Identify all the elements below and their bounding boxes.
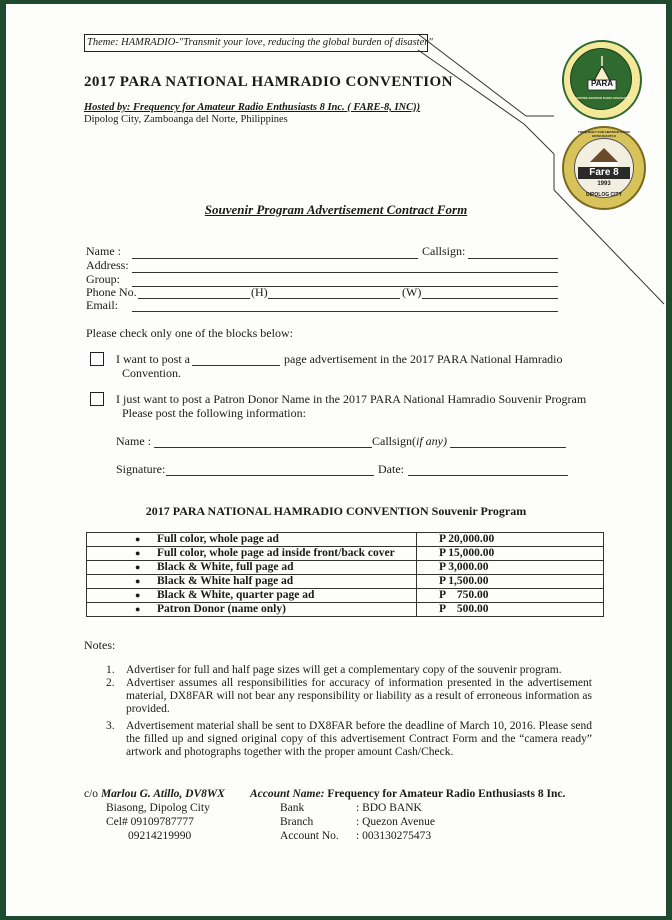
account-no-label: Account No. [280, 830, 339, 842]
price-value: P 3,000.00 [417, 561, 604, 575]
note-number: 3. [106, 720, 115, 732]
phone-extra-field[interactable] [422, 298, 558, 299]
price-item-label: Black & White, quarter page ad [157, 589, 315, 601]
signature-label: Signature: [116, 462, 166, 476]
fare8-logo-ring-text: FREQUENCY FOR AMATEUR RADIO ENTHUSIASTS 8 [578, 130, 630, 138]
price-value: P 1,500.00 [417, 575, 604, 589]
fare8-logo-center-text: Fare 8 [578, 167, 630, 179]
address-field[interactable] [132, 272, 558, 273]
callsign-field[interactable] [468, 258, 558, 259]
date-field[interactable] [408, 475, 568, 476]
note-item [106, 677, 592, 717]
price-item [87, 575, 417, 589]
patron-callsign-label [372, 434, 447, 449]
check-instruction: Please check only one of the blocks below: [86, 326, 293, 340]
group-label: Group: [86, 272, 120, 286]
price-table [86, 532, 604, 617]
phone-home-label: (H) [251, 285, 268, 299]
note-number: 1. [106, 664, 115, 676]
price-row [87, 547, 604, 561]
contact-line [84, 788, 225, 800]
patron-name-label: Name : [116, 434, 151, 448]
price-row [87, 575, 604, 589]
page-ad-checkbox[interactable] [90, 352, 104, 366]
price-item-label: Black & White, full page ad [157, 561, 294, 573]
bank-value: : BDO BANK [356, 802, 422, 814]
phone-work-label: (W) [402, 285, 422, 299]
account-name: Frequency for Amateur Radio Enthusiasts 8 Inc. [327, 788, 566, 800]
price-item-label: Full color, whole page ad inside front/back cover [157, 547, 395, 559]
option1-prefix: I want to post a [116, 352, 190, 366]
program-title: 2017 PARA NATIONAL HAMRADIO CONVENTION Souvenir Program [145, 504, 527, 518]
price-item [87, 603, 417, 617]
phone-home-field[interactable] [138, 298, 250, 299]
notes-label: Notes: [84, 638, 116, 652]
contact-cel-2: 09214219990 [128, 830, 192, 842]
patron-name-field[interactable] [154, 447, 372, 448]
co-prefix: c/o [84, 788, 99, 800]
bullet-icon: ● [135, 590, 141, 600]
bullet-icon: ● [135, 548, 141, 558]
option2-line1: I just want to post a Patron Donor Name in the 2017 PARA National Hamradio Souvenir Program [116, 392, 587, 406]
contact-location: Biasong, Dipolog City [106, 802, 210, 814]
email-field[interactable] [132, 311, 558, 312]
note-item [106, 664, 592, 677]
phone-label: Phone No. [86, 285, 137, 299]
callsign-label: Callsign: [422, 244, 466, 258]
ad-size-field[interactable] [192, 365, 280, 366]
bullet-icon: ● [135, 576, 141, 586]
note-text: Advertisement material shall be sent to DX8FAR before the deadline of March 10, 2016. Please send the filled up and signed original copy of this advertisement Contract Form and the “camera ready” artwork and photographs together with the proper amount Cash/Check. [126, 720, 592, 758]
account-name-line [250, 788, 565, 800]
name-label: Name : [86, 244, 121, 258]
hosted-by: Hosted by: Frequency for Amateur Radio Enthusiasts 8 Inc. ( FARE-8, INC)) [84, 102, 421, 113]
para-logo [562, 40, 642, 120]
price-row [87, 603, 604, 617]
para-logo-center-text: PARA [590, 79, 614, 88]
address-label: Address: [86, 258, 129, 272]
price-item-label: Black & White half page ad [157, 575, 294, 587]
contact-cel: Cel# 09109787777 [106, 816, 194, 828]
bullet-icon: ● [135, 562, 141, 572]
fare8-logo-city: DIPOLOG CITY [586, 192, 622, 198]
host-address: Dipolog City, Zamboanga del Norte, Philippines [84, 114, 288, 125]
contract-form-page [6, 4, 666, 916]
patron-donor-checkbox[interactable] [90, 392, 104, 406]
price-item [87, 589, 417, 603]
group-field[interactable] [132, 286, 558, 287]
account-no-value: : 003130275473 [356, 830, 432, 842]
note-text: Advertiser for full and half page sizes will get a complementary copy of the souvenir program. [126, 664, 562, 676]
option2-line2: Please post the following information: [122, 406, 306, 420]
price-item [87, 547, 417, 561]
note-number: 2. [106, 677, 115, 689]
account-name-label: Account Name: [250, 788, 325, 800]
note-text: Advertiser assumes all responsibilities for accuracy of information presented in the advertisement material, DX8FAR will not bear any responsibility or liability as a result of erroneous information as provided. [126, 677, 592, 715]
patron-callsign-text: Callsign( [372, 434, 416, 448]
contact-name: Marlou G. Atillo, DV8WX [100, 788, 225, 800]
fare8-logo-year: 1993 [597, 181, 611, 187]
option1-line2: Convention. [122, 366, 181, 380]
email-label: Email: [86, 298, 118, 312]
price-item [87, 561, 417, 575]
patron-callsign-note: if any) [416, 434, 447, 448]
price-value: P 500.00 [417, 603, 604, 617]
patron-callsign-field[interactable] [450, 447, 566, 448]
bullet-icon: ● [135, 534, 141, 544]
price-item-label: Patron Donor (name only) [157, 603, 286, 615]
para-logo-ring-text: PHILIPPINE AMATEUR RADIO ASSOCIATION [572, 96, 632, 100]
price-row [87, 589, 604, 603]
price-value: P 15,000.00 [417, 547, 604, 561]
bullet-icon: ● [135, 604, 141, 614]
signature-field[interactable] [166, 475, 374, 476]
branch-label: Branch [280, 816, 314, 828]
fare8-logo [562, 126, 646, 210]
option1-suffix: page advertisement in the 2017 PARA National Hamradio [284, 352, 563, 366]
convention-title: 2017 PARA NATIONAL HAMRADIO CONVENTION [84, 74, 453, 90]
form-title: Souvenir Program Advertisement Contract Form [204, 202, 468, 217]
price-item-label: Full color, whole page ad [157, 533, 279, 545]
bank-label: Bank [280, 802, 305, 814]
price-row [87, 533, 604, 547]
price-row [87, 561, 604, 575]
price-value: P 20,000.00 [417, 533, 604, 547]
date-label: Date: [378, 462, 404, 476]
name-field[interactable] [132, 258, 418, 259]
phone-work-field[interactable] [268, 298, 400, 299]
price-value: P 750.00 [417, 589, 604, 603]
price-item [87, 533, 417, 547]
branch-value: : Quezon Avenue [356, 816, 435, 828]
theme-banner: Theme: HAMRADIO-"Transmit your love, reducing the global burden of disaster" [84, 34, 428, 52]
note-item [106, 720, 592, 760]
